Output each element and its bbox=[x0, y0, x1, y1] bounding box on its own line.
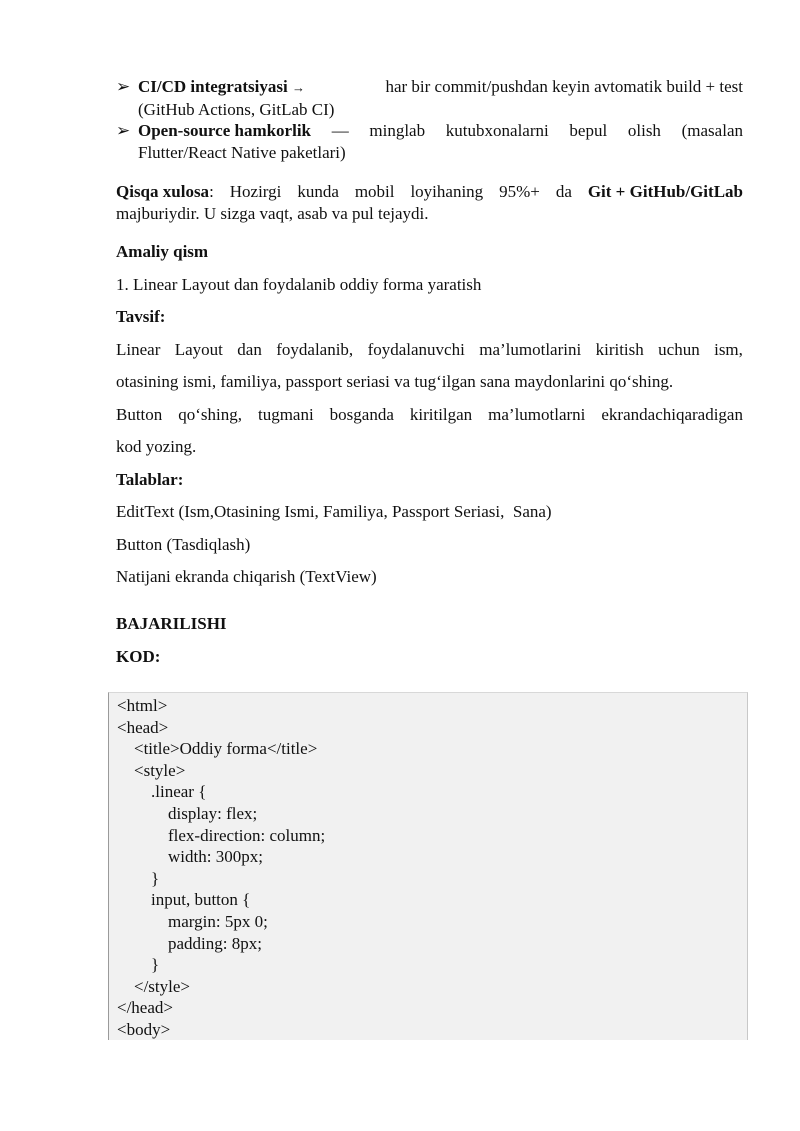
summary-line2: majburiydir. U sizga vaqt, asab va pul tejaydi. bbox=[116, 203, 429, 223]
description-paragraph bbox=[116, 334, 743, 594]
code-line: } bbox=[117, 955, 160, 975]
word: minglab bbox=[369, 121, 426, 140]
code-line: margin: 5px 0; bbox=[117, 911, 268, 931]
bullet-open-source bbox=[116, 120, 743, 163]
bullet-open-source-line2: Flutter/React Native paketlari) bbox=[138, 142, 346, 162]
word: Hozirgi bbox=[229, 182, 282, 201]
code-line: </head> bbox=[117, 998, 173, 1018]
word: bepul bbox=[569, 121, 608, 140]
bullet-ci-cd-text: har bir commit/pushdan keyin avtomatik build + test bbox=[385, 77, 743, 96]
document-page bbox=[116, 76, 743, 668]
code-line: .linear { bbox=[117, 782, 207, 802]
word: tugmani bbox=[257, 404, 314, 424]
word: ma’lumotlarini bbox=[479, 339, 582, 359]
word: ma’lumotlarni bbox=[488, 404, 586, 424]
summary-line1: Qisqa xulosa: Hozirgi kunda mobil loyihaning 95%+ da Git + GitHub/GitLab bbox=[116, 182, 743, 201]
code-line: padding: 8px; bbox=[117, 933, 262, 953]
bullet-open-source-title: Open-source hamkorlik bbox=[138, 121, 312, 140]
word: ism, bbox=[714, 339, 743, 359]
word: 95%+ bbox=[499, 182, 540, 201]
word: bosganda bbox=[329, 404, 394, 424]
code-line: </style> bbox=[117, 976, 191, 996]
word: kunda bbox=[297, 182, 339, 201]
word: mobil bbox=[354, 182, 395, 201]
word: loyihaning bbox=[410, 182, 484, 201]
bullet-ci-cd-title: CI/CD integratsiyasi bbox=[138, 77, 288, 96]
word: kiritilgan bbox=[409, 404, 473, 424]
requirements-heading: Talablar: bbox=[116, 469, 184, 489]
word: dan bbox=[237, 339, 262, 359]
word: kutubxonalarni bbox=[445, 121, 549, 140]
description-heading: Tavsif: bbox=[116, 307, 166, 326]
description-line2: otasining ismi, familiya, passport seriasi va tug‘ilgan sana maydonlarini qo‘shing. bbox=[116, 372, 674, 391]
code-line: input, button { bbox=[117, 890, 251, 910]
description-line4: kod yozing. bbox=[116, 437, 197, 456]
code-label: KOD: bbox=[116, 647, 161, 666]
summary-paragraph bbox=[116, 181, 743, 224]
word: Linear bbox=[116, 339, 161, 359]
code-line: <style> bbox=[117, 760, 186, 780]
word: (masalan bbox=[681, 121, 743, 140]
requirement-item: EditText (Ism,Otasining Ismi, Familiya, Passport Seriasi, Sana) bbox=[116, 502, 552, 521]
summary-label: Qisqa xulosa bbox=[116, 182, 210, 201]
word: uchun bbox=[658, 339, 700, 359]
word: olish bbox=[627, 121, 661, 140]
code-line: <html> bbox=[117, 696, 168, 715]
word: Button bbox=[116, 404, 163, 424]
bullet-open-source-line1 bbox=[138, 120, 743, 142]
code-line: width: 300px; bbox=[117, 847, 263, 867]
word: kiritish bbox=[595, 339, 644, 359]
task-title: 1. Linear Layout dan foydalanib oddiy forma yaratish bbox=[116, 274, 482, 294]
description-line3 bbox=[116, 399, 743, 432]
code-line: <title>Oddiy forma</title> bbox=[117, 739, 318, 759]
word: Layout bbox=[174, 339, 223, 359]
code-line: <body> bbox=[117, 1019, 171, 1039]
bullet-ci-cd-line1 bbox=[138, 76, 743, 99]
code-block bbox=[108, 692, 748, 1040]
code-line: flex-direction: column; bbox=[117, 825, 326, 845]
bullet-ci-cd bbox=[116, 76, 743, 120]
summary-bold-tail: Git + GitHub/GitLab bbox=[587, 182, 743, 201]
bullet-ci-cd-line2: (GitHub Actions, GitLab CI) bbox=[138, 99, 335, 119]
word: ekrandachiqaradigan bbox=[601, 404, 743, 424]
description-line1 bbox=[116, 334, 743, 367]
requirement-item: Natijani ekranda chiqarish (TextView) bbox=[116, 567, 377, 586]
requirement-item: Button (Tasdiqlash) bbox=[116, 534, 251, 554]
execution-heading: BAJARILISHI bbox=[116, 613, 227, 633]
code-line: } bbox=[117, 868, 160, 888]
practical-heading: Amaliy qism bbox=[116, 242, 209, 261]
right-arrow-icon: → bbox=[291, 80, 305, 95]
word: foydalanuvchi bbox=[367, 339, 465, 359]
word: qo‘shing, bbox=[178, 404, 243, 424]
word: da bbox=[555, 182, 572, 201]
arrow-bullet-icon: ➢ bbox=[116, 121, 131, 140]
code-line: <head> bbox=[117, 717, 169, 737]
arrow-bullet-icon: ➢ bbox=[116, 77, 131, 96]
code-line: display: flex; bbox=[117, 803, 258, 823]
word: foydalanib, bbox=[276, 339, 354, 359]
em-dash: — bbox=[331, 121, 349, 140]
